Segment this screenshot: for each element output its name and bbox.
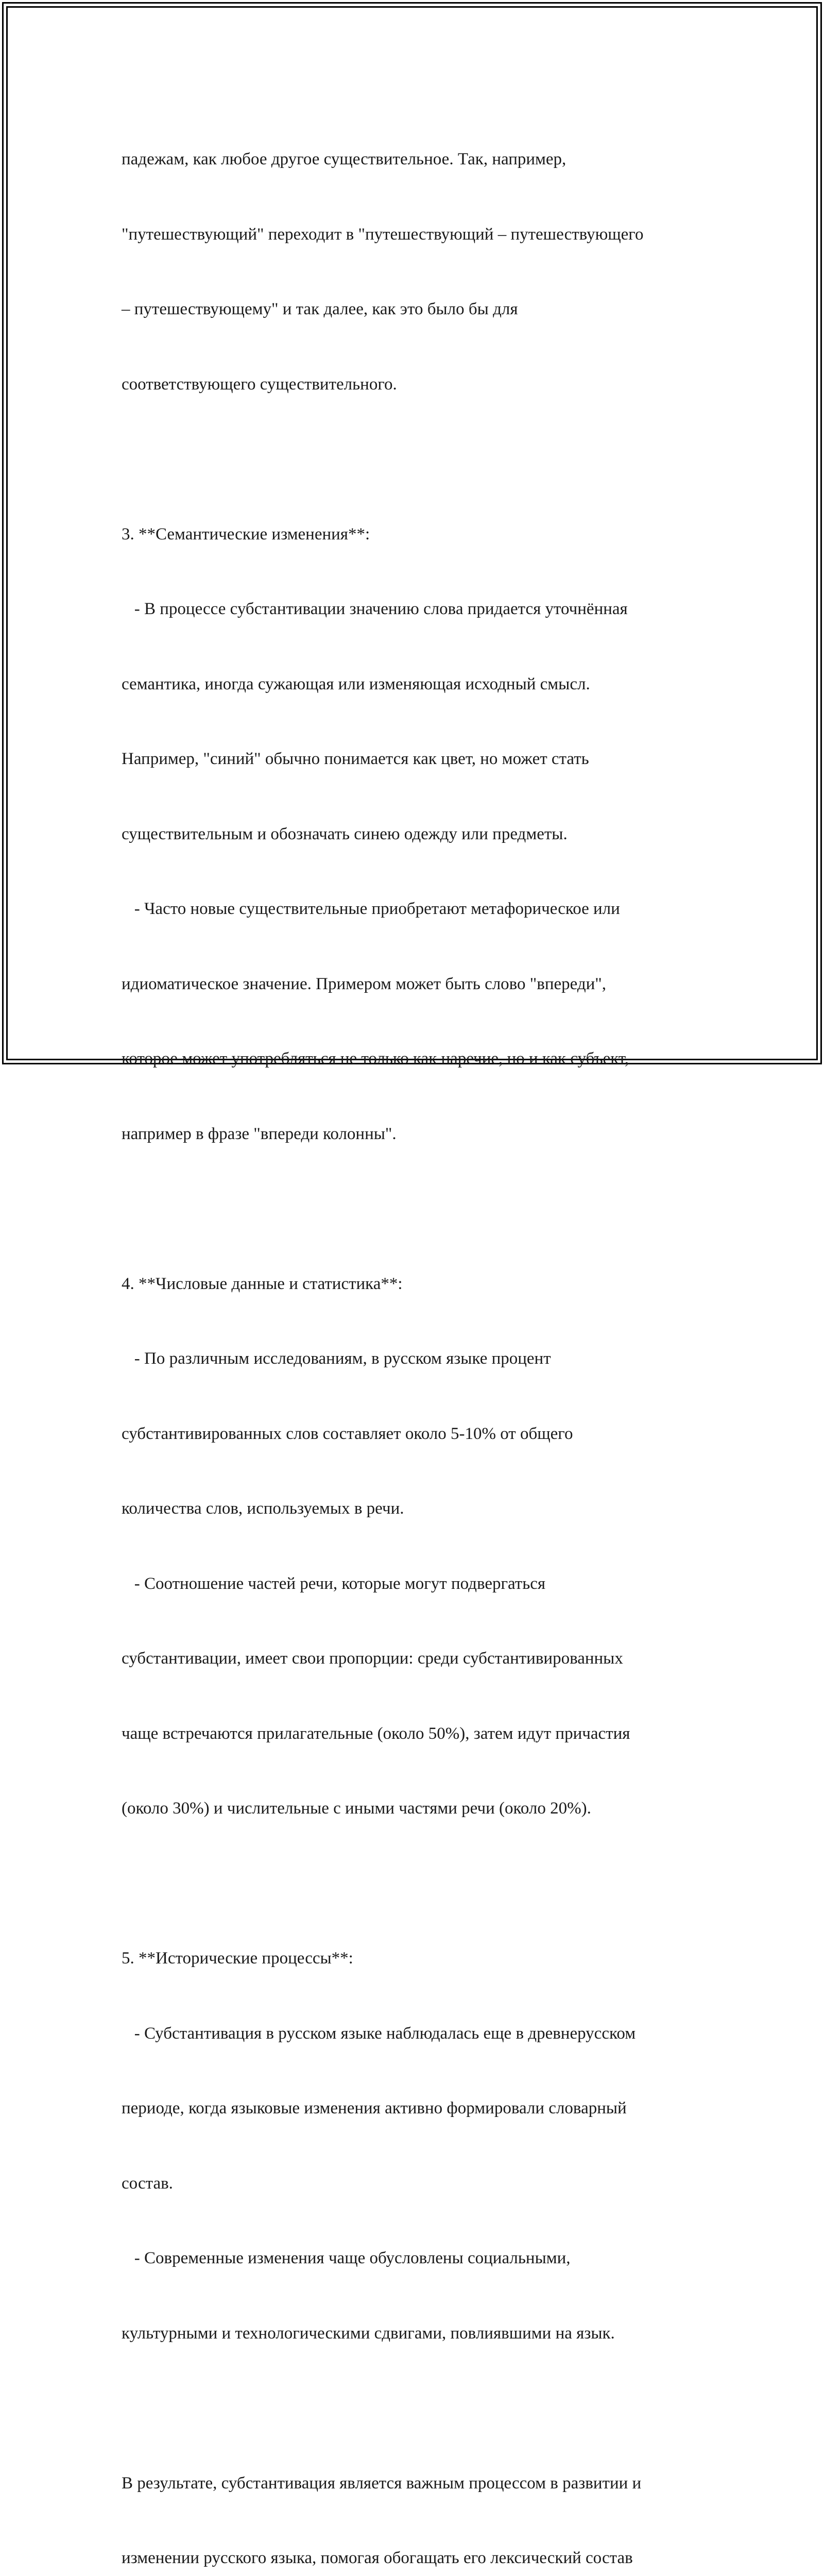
text-line: культурными и технологическими сдвигами, повлиявшими на язык. — [122, 2324, 615, 2343]
text-line: идиоматическое значение. Примером может быть слово "впереди", — [122, 974, 607, 993]
text-line: - Соотношение частей речи, которые могут подвергаться — [122, 1574, 546, 1593]
text-line: состав. — [122, 2174, 173, 2193]
blank-line — [122, 447, 714, 472]
text-line: соответствующего существительного. — [122, 375, 397, 394]
blank-line — [122, 2396, 714, 2421]
text-line: - Современные изменения чаще обусловлены социальными, — [122, 2249, 571, 2267]
text-line: которое может употребляться не только как наречие, но и как субъект, — [122, 1049, 629, 1068]
text-line: – путешествующему" и так далее, как это было бы для — [122, 300, 518, 318]
text-line: - Часто новые существительные приобретают метафорическое или — [122, 900, 620, 918]
text-line: - Субстантивация в русском языке наблюдалась еще в древнерусском — [122, 2024, 636, 2043]
section-heading: 3. **Семантические изменения**: — [122, 524, 370, 544]
text-line: существительным и обозначать синею одежду или предметы. — [122, 824, 568, 843]
text-line: - По различным исследованиям, в русском языке процент — [122, 1349, 551, 1368]
text-line: субстантивации, имеет свои пропорции: среди субстантивированных — [122, 1649, 623, 1668]
text-line: субстантивированных слов составляет около 5-10% от общего — [122, 1424, 573, 1443]
text-line: количества слов, используемых в речи. — [122, 1499, 404, 1518]
text-line: например в фразе "впереди колонны". — [122, 1124, 397, 1143]
text-line: Например, "синий" обычно понимается как цвет, но может стать — [122, 750, 589, 768]
document-body — [122, 97, 714, 2576]
text-line: чаще встречаются прилагательные (около 50%), затем идут причастия — [122, 1724, 630, 1743]
text-line: - В процессе субстантивации значению слова придается уточнённая — [122, 600, 628, 618]
text-line: семантика, иногда сужающая или изменяющая исходный смысл. — [122, 674, 590, 693]
text-line: "путешествующий" переходит в "путешествующий – путешествующего — [122, 225, 644, 244]
conclusion-line: изменении русского языка, помогая обогащать его лексический состав — [122, 2549, 633, 2567]
text-line: периоде, когда языковые изменения активно формировали словарный — [122, 2099, 627, 2117]
blank-line — [122, 1196, 714, 1222]
section-heading: 4. **Числовые данные и статистика**: — [122, 1274, 403, 1293]
text-line: падежам, как любое другое существительное. Так, например, — [122, 150, 566, 168]
conclusion-line: В результате, субстантивация является важным процессом в развитии и — [122, 2473, 642, 2493]
section-heading: 5. **Исторические процессы**: — [122, 1949, 353, 1968]
text-line: (около 30%) и числительные с иными частями речи (около 20%). — [122, 1799, 591, 1818]
blank-line — [122, 1871, 714, 1896]
